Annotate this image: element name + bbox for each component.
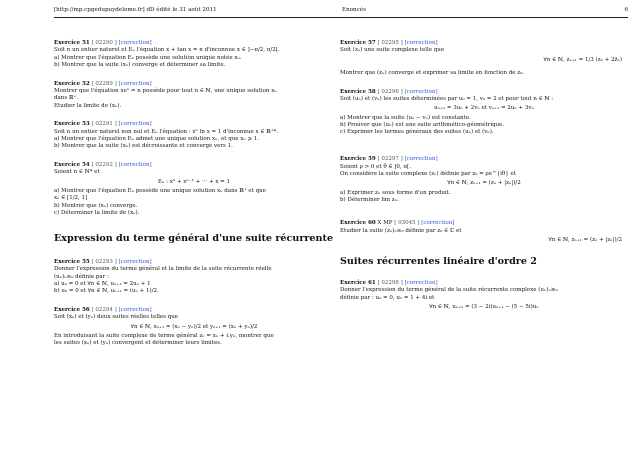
text-line: Soit (uₙ) et (vₙ) les suites déterminées par u₀ = 1, v₀ = 2 et pour tout n ∈ ℕ :: [340, 95, 554, 102]
text-line: Soient n ∈ ℕ* et: [54, 169, 100, 176]
exercise-title: Exercice 58: [340, 88, 376, 95]
text-line: b) Montrer que la suite (xₙ) converge et déterminer sa limite.: [54, 61, 226, 68]
exercise-title: Exercice 61: [340, 280, 376, 287]
exercise-ref: [ 02294 ]: [91, 307, 117, 314]
text-line: a) Exprimer zₙ sous forme d'un produit.: [340, 189, 451, 196]
text-line: (uₙ)ₙ≥₀ définie par :: [54, 273, 109, 280]
exercise-title: Exercice 51: [54, 40, 90, 46]
text-line: a) Montrer que la suite (uₙ − vₙ) est constante.: [340, 114, 471, 121]
text-line: définie par : u₀ = 0, u₁ = 1 + 4i et: [340, 294, 435, 301]
display-equation: ∀n ∈ ℕ, xₙ₊₁ = (xₙ − yₙ)/2 et yₙ₊₁ = (xₙ + yₙ)/2: [130, 323, 258, 330]
display-equation: uₙ₊₁ = 3uₙ + 2vₙ et vₙ₊₁ = 2uₙ + 3vₙ: [434, 105, 534, 112]
text-line: Donner l'expression du terme général de la suite récurrente complexe (uₙ)ₙ≥₀: [340, 287, 558, 294]
display-equation: ∀n ∈ ℕ, zₙ₊₁ = (zₙ + |zₙ|)/2: [447, 180, 521, 187]
text-line: b) Montrer que (xₙ) converge.: [54, 202, 138, 209]
exercise-title: Exercice 52: [54, 80, 90, 87]
text-line: Soit n un entier naturel non nul et Eₙ l'équation : xⁿ ln x = 1 d'inconnue x ∈ ℝ⁺*.: [54, 128, 279, 135]
text-line: dans ℝ⁺.: [54, 95, 79, 102]
text-line: Montrer que (zₙ) converge et exprimer sa limite en fonction de z₀.: [340, 69, 525, 76]
text-line: les suites (xₙ) et (yₙ) convergent et déterminer leurs limites.: [54, 340, 222, 347]
text-line: c) Exprimer les termes généraux des suites (uₙ) et (vₙ).: [340, 129, 494, 136]
exercise-ref: [ 02298 ]: [377, 280, 403, 287]
display-equation: ∀n ∈ ℕ, zₙ₊₁ = 1/3 (zₙ + 2z̄ₙ): [543, 56, 622, 63]
exercise-heading: [340, 220, 628, 227]
text-line: Soient ρ > 0 et θ ∈ ]0, π[.: [340, 163, 411, 170]
text-line: On considère la suite complexe (zₙ) définie par z₀ = ρe^{iθ} et: [340, 171, 516, 178]
correction-link[interactable]: [correction]: [118, 80, 152, 87]
exercise-title: Exercice 55: [54, 259, 90, 266]
exercise-58: [340, 89, 628, 137]
header-rule: [54, 17, 628, 18]
exercise-57: [340, 40, 628, 77]
exercise-ref: [ 02293 ]: [91, 259, 117, 266]
correction-link[interactable]: [correction]: [404, 40, 438, 46]
text-line: Soit n un entier naturel et Eₙ l'équation x + tan x = n d'inconnue x ∈ ]−π/2, π/2[.: [54, 47, 280, 54]
text-line: Soit (zₙ) une suite complexe telle que: [340, 47, 445, 54]
exercise-53: [54, 121, 334, 150]
exercise-heading: [340, 89, 628, 96]
text-line: c) Déterminer la limite de (xₙ).: [54, 209, 140, 216]
exercise-ref: [ 03045 ]: [394, 220, 420, 227]
display-equation: ∀n ∈ ℕ, uₙ₊₂ = (3 − 2i)uₙ₊₁ − (5 − 5i)uₙ: [429, 304, 539, 311]
text-line: a) Montrer que l'équation Eₙ admet une unique solution xₙ, et que xₙ ⩾ 1.: [54, 135, 260, 142]
exam-badge: X MP: [377, 220, 393, 227]
exercise-heading: [54, 81, 334, 88]
right-column: [340, 40, 628, 323]
correction-link[interactable]: [correction]: [118, 40, 152, 46]
exercise-ref: [ 02297 ]: [377, 156, 403, 163]
exercise-heading: [340, 156, 628, 163]
text-line: b) Montrer que la suite (xₙ) est décroissante et converge vers 1.: [54, 143, 233, 150]
exercise-55: [54, 259, 334, 295]
exercise-title: Exercice 56: [54, 307, 90, 314]
exercise-heading: [54, 162, 334, 169]
correction-link[interactable]: [correction]: [118, 307, 152, 314]
exercise-title: Exercice 59: [340, 156, 376, 163]
correction-link[interactable]: [correction]: [404, 280, 438, 287]
exercise-54: [54, 162, 334, 217]
section-heading: Expression du terme général d'une suite récurrente: [54, 233, 334, 245]
correction-link[interactable]: [correction]: [421, 220, 455, 227]
exercise-title: Exercice 53: [54, 121, 90, 128]
exercise-52: [54, 81, 334, 110]
correction-link[interactable]: [correction]: [404, 88, 438, 95]
exercise-59: [340, 156, 628, 204]
exercise-ref: [ 02295 ]: [377, 40, 403, 46]
correction-link[interactable]: [correction]: [118, 121, 152, 128]
correction-link[interactable]: [correction]: [404, 156, 438, 163]
exercise-ref: [ 02296 ]: [377, 88, 403, 95]
text-line: b) Déterminer lim zₙ.: [340, 196, 399, 203]
text-line: Etudier la suite (zₙ)ₙ≥₀ définie par z₀ ∈ ℂ et: [340, 227, 462, 234]
exercise-title: Exercice 54: [54, 162, 90, 169]
exercise-ref: [ 02290 ]: [91, 40, 117, 46]
exercise-61: [340, 280, 628, 311]
text-line: a) Montrer que l'équation Eₙ possède une unique solution xₙ dans ℝ⁺ et que: [54, 187, 266, 194]
text-line: xₙ ∈ [1/2, 1]: [54, 195, 88, 202]
text-line: Soit (xₙ) et (yₙ) deux suites réelles telles que: [54, 314, 178, 321]
text-line: En introduisant la suite complexe de terme général zₙ = xₙ + i.yₙ, montrer que: [54, 333, 274, 340]
text-line: b) Prouver que (uₙ) est une suite arithmético-géométrique.: [340, 121, 505, 128]
exercise-title: Exercice 57: [340, 40, 376, 46]
exercise-ref: [ 02292 ]: [91, 162, 117, 169]
text-line: b) u₀ = 0 et ∀n ∈ ℕ, uₙ₊₁ = (uₙ + 1)/2.: [54, 288, 159, 295]
header-source[interactable]: [http://mp.cpgedupuydelome.fr] dD édité le 31 août 2011: [54, 7, 217, 13]
display-equation: Eₙ : xⁿ + xⁿ⁻¹ + ··· + x = 1: [157, 178, 231, 185]
display-equation: ∀n ∈ ℕ, zₙ₊₁ = (zₙ + |zₙ|)/2: [548, 236, 622, 243]
correction-link[interactable]: [correction]: [118, 162, 152, 169]
exercise-56: [54, 307, 334, 347]
exercise-ref: [ 02291 ]: [91, 121, 117, 128]
exercise-51: [54, 40, 334, 69]
text-line: a) u₀ = 0 et ∀n ∈ ℕ, uₙ₊₁ = 2uₙ + 1: [54, 281, 151, 288]
text-line: Etudier la limite de (xₙ).: [54, 102, 122, 109]
text-line: Donner l'expression du terme général et la limite de la suite récurrente réelle: [54, 266, 272, 273]
exercise-title: Exercice 60: [340, 220, 376, 227]
text-line: a) Montrer que l'équation Eₙ possède une solution unique notée xₙ.: [54, 54, 242, 61]
header-section: Enoncés: [342, 7, 366, 13]
page-header: [54, 4, 628, 16]
exercise-ref: [ 02289 ]: [91, 80, 117, 87]
exercise-60: [340, 220, 628, 244]
page-number: 6: [624, 7, 628, 13]
section-heading: Suites récurrentes linéaire d'ordre 2: [340, 256, 537, 268]
text-line: Montrer que l'équation xeˣ = n possède pour tout n ∈ ℕ, une unique solution xₙ: [54, 87, 277, 94]
left-column: [54, 40, 334, 359]
exercise-heading: [54, 121, 334, 128]
correction-link[interactable]: [correction]: [118, 259, 152, 266]
